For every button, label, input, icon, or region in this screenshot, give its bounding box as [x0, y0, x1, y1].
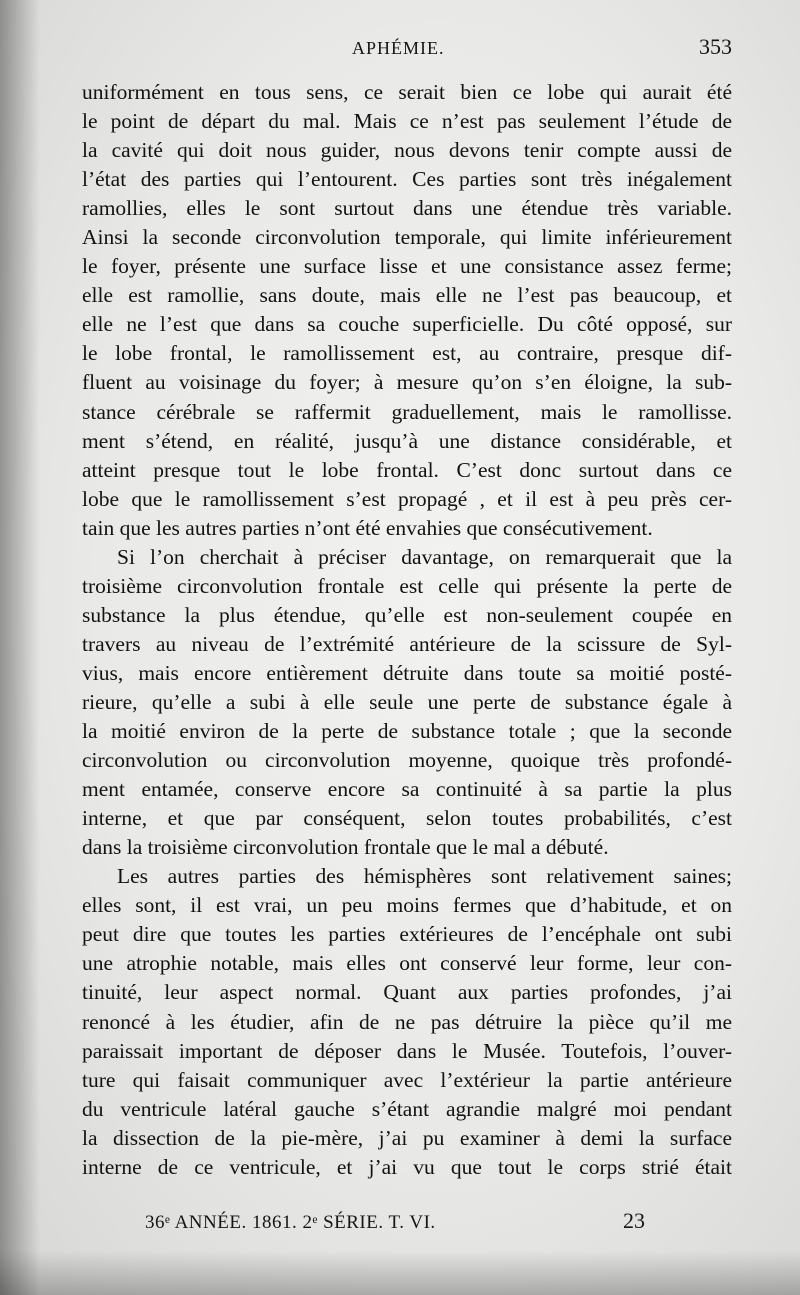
text-line: uniformément en tous sens, ce serait bien ce lobe qui aurait été — [82, 80, 732, 104]
text-line: le foyer, présente une surface lisse et une consistance assez ferme; — [82, 254, 732, 279]
text-line: la moitié environ de la perte de substance totale ; que la seconde — [82, 719, 732, 744]
text-line: troisième circonvolution frontale est celle qui présente la perte de — [82, 573, 732, 598]
text-line: paraissait important de déposer dans le Musée. Toutefois, l’ouver- — [82, 1038, 732, 1063]
running-title: APHÉMIE. — [352, 38, 445, 58]
text-line: Ainsi la seconde circonvolution temporale, qui limite inférieurement — [82, 225, 732, 250]
paragraph-last-line: dans la troisième circonvolution frontale que le mal a débuté. — [82, 835, 609, 860]
page-bottom-shadow — [0, 1250, 800, 1295]
text-line: atteint presque tout le lobe frontal. C’est donc surtout dans ce — [82, 457, 732, 482]
text-line: ture qui faisait communiquer avec l’extérieur la partie antérieure — [82, 1067, 732, 1092]
text-line: la cavité qui doit nous guider, nous devons tenir compte aussi de — [82, 138, 732, 163]
text-line: peut dire que toutes les parties extérieures de l’encéphale ont subi — [82, 922, 732, 947]
text-line: une atrophie notable, mais elles ont conservé leur forme, leur con- — [82, 951, 732, 976]
page-left-edge-shadow — [0, 0, 40, 1295]
text-line: ment s’étend, en réalité, jusqu’à une distance considérable, et — [82, 428, 732, 453]
text-line: elles sont, il est vrai, un peu moins fermes que d’habitude, et on — [82, 893, 732, 918]
text-line: ramollies, elles le sont surtout dans une étendue très variable. — [82, 196, 732, 221]
text-line: fluent au voisinage du foyer; à mesure qu’on s’en éloigne, la sub- — [82, 370, 732, 395]
text-line: le lobe frontal, le ramollissement est, au contraire, presque dif- — [82, 341, 732, 366]
text-line: stance cérébrale se raffermit graduellement, mais le ramollisse. — [82, 399, 732, 424]
text-line: tinuité, leur aspect normal. Quant aux parties profondes, j’ai — [82, 980, 732, 1005]
paragraph-first-line: Si l’on cherchait à préciser davantage, on remarquerait que la — [117, 544, 732, 569]
text-line: elle est ramollie, sans doute, mais elle ne l’est pas beaucoup, et — [82, 283, 732, 308]
running-head — [82, 30, 732, 66]
journal-signature: 36ᵉ ANNÉE. 1861. 2ᵉ SÉRIE. T. VI. — [145, 1212, 436, 1233]
text-line: interne, et que par conséquent, selon toutes probabilités, c’est — [82, 806, 732, 831]
text-line: elle ne l’est que dans sa couche superficielle. Du côté opposé, sur — [82, 312, 732, 337]
text-line: la dissection de la pie-mère, j’ai pu examiner à demi la surface — [82, 1125, 732, 1150]
text-line: du ventricule latéral gauche s’étant agrandie malgré moi pendant — [82, 1096, 732, 1121]
text-line: substance la plus étendue, qu’elle est non-seulement coupée en — [82, 602, 732, 627]
text-line: lobe que le ramollissement s’est propagé , et il est à peu près cer- — [82, 486, 732, 511]
text-line: interne de ce ventricule, et j’ai vu que tout le corps strié était — [82, 1154, 732, 1179]
text-line: le point de départ du mal. Mais ce n’est pas seulement l’étude de — [82, 109, 732, 134]
body-text — [82, 78, 732, 1182]
text-line: ment entamée, conserve encore sa continuité à sa partie la plus — [82, 777, 732, 802]
text-line: renoncé à les étudier, afin de ne pas détruire la pièce qu’il me — [82, 1009, 732, 1034]
paragraph-first-line: Les autres parties des hémisphères sont relativement saines; — [117, 864, 732, 889]
text-line: vius, mais encore entièrement détruite dans toute sa moitié posté- — [82, 660, 732, 685]
text-line: l’état des parties qui l’entourent. Ces parties sont très inégalement — [82, 167, 732, 192]
sheet-number: 23 — [623, 1208, 645, 1233]
page-number: 353 — [699, 34, 732, 59]
text-line: circonvolution ou circonvolution moyenne, quoique très profondé- — [82, 748, 732, 773]
text-line: travers au niveau de l’extrémité antérieure de la scissure de Syl- — [82, 631, 732, 656]
printer-signature-line — [145, 1206, 645, 1240]
paragraph-last-line: tain que les autres parties n’ont été envahies que consécutivement. — [82, 515, 653, 540]
text-line: rieure, qu’elle a subi à elle seule une perte de substance égale à — [82, 689, 732, 714]
